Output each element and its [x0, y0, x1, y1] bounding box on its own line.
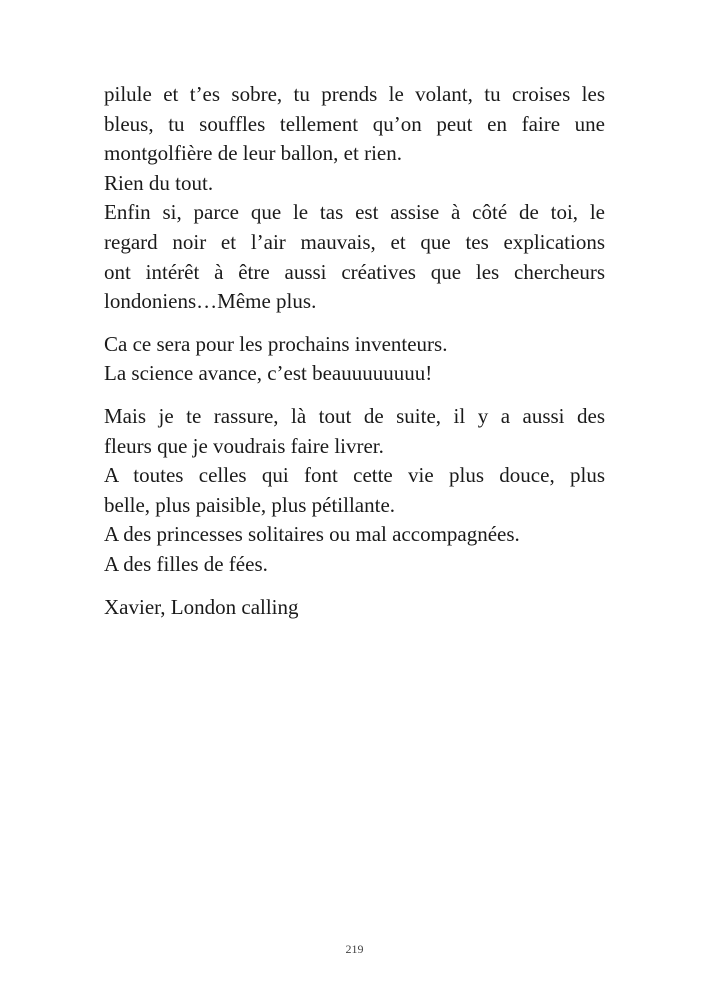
- text-line: Ca ce sera pour les prochains inventeurs.: [104, 331, 448, 356]
- text-line: fleurs que je voudrais faire livrer.: [104, 433, 384, 458]
- paragraph-2: [104, 330, 605, 389]
- text-line: A des filles de fées.: [104, 551, 268, 576]
- text-line: belle, plus paisible, plus pétillante.: [104, 492, 396, 517]
- text-line: londoniens…Même plus.: [104, 289, 317, 314]
- signature-paragraph: [104, 593, 605, 623]
- text-line: bleus, tu souffles tellement qu’on peut en faire une: [104, 111, 605, 136]
- text-line: ont intérêt à être aussi créatives que les chercheurs: [104, 259, 605, 284]
- text-line: A toutes celles qui font cette vie plus douce, plus: [104, 463, 605, 488]
- text-line: Rien du tout.: [104, 170, 214, 195]
- text-line: montgolfière de leur ballon, et rien.: [104, 141, 402, 166]
- text-line: La science avance, c’est beauuuuuuuu!: [104, 361, 433, 386]
- signature-line: Xavier, London calling: [104, 594, 299, 619]
- text-line: Enfin si, parce que le tas est assise à côté de toi, le: [104, 200, 605, 225]
- text-line: pilule et t’es sobre, tu prends le volant, tu croises les: [104, 82, 605, 106]
- text-line: Mais je te rassure, là tout de suite, il y a aussi des: [104, 403, 605, 428]
- page-body: [104, 80, 605, 635]
- text-line: regard noir et l’air mauvais, et que tes explications: [104, 229, 605, 254]
- paragraph-3: [104, 402, 605, 580]
- page-number: 219: [345, 942, 364, 956]
- paragraph-1: [104, 80, 605, 317]
- text-line: A des princesses solitaires ou mal accompagnées.: [104, 522, 520, 547]
